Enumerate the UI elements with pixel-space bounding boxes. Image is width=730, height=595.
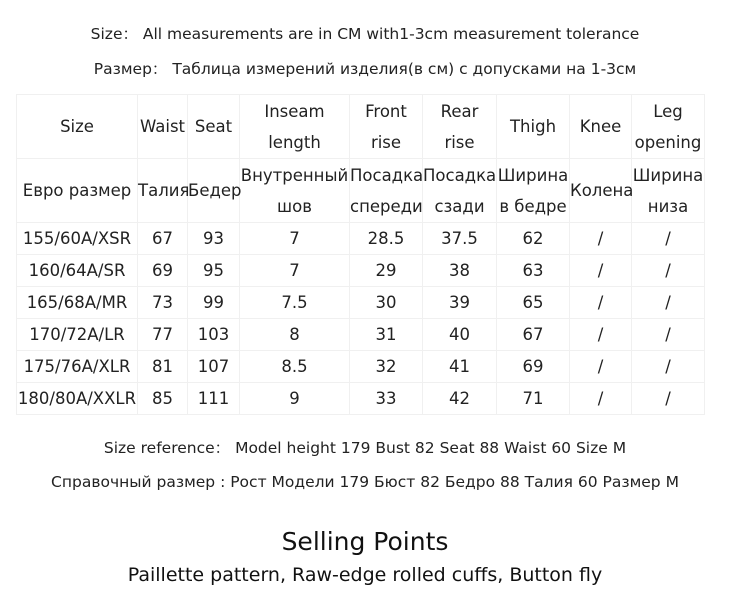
cell-size: 170/72A/LR — [17, 319, 138, 351]
cell-seat: 107 — [188, 351, 240, 383]
cell-front-rise: 32 — [350, 351, 423, 383]
cell-inseam: 8.5 — [240, 351, 350, 383]
cell-leg-opening: / — [632, 351, 705, 383]
header-ru-rear-rise: Посадка сзади — [423, 159, 497, 223]
cell-seat: 99 — [188, 287, 240, 319]
cell-inseam: 9 — [240, 383, 350, 415]
cell-size: 175/76A/XLR — [17, 351, 138, 383]
cell-size: 160/64A/SR — [17, 255, 138, 287]
cell-rear-rise: 40 — [423, 319, 497, 351]
cell-thigh: 67 — [497, 319, 570, 351]
cell-thigh: 62 — [497, 223, 570, 255]
header-ru-size: Евро размер — [17, 159, 138, 223]
selling-points-text: Paillette pattern, Raw-edge rolled cuffs, Button fly — [127, 564, 603, 586]
header-ru-knee: Колена — [570, 159, 632, 223]
size-chart-table — [16, 94, 705, 415]
cell-knee: / — [570, 383, 632, 415]
header-en-seat: Seat — [188, 95, 240, 159]
size-note-en: Size： All measurements are in CM with1-3cm measurement tolerance — [90, 25, 640, 43]
cell-rear-rise: 38 — [423, 255, 497, 287]
cell-inseam: 7.5 — [240, 287, 350, 319]
cell-size: 155/60A/XSR — [17, 223, 138, 255]
cell-thigh: 63 — [497, 255, 570, 287]
cell-front-rise: 33 — [350, 383, 423, 415]
size-note-ru: Размер： Таблица измерений изделия(в см) с допусками на 1-3см — [93, 60, 637, 78]
cell-front-rise: 29 — [350, 255, 423, 287]
table-row — [17, 319, 705, 351]
cell-thigh: 71 — [497, 383, 570, 415]
table-row — [17, 351, 705, 383]
table-row — [17, 223, 705, 255]
cell-knee: / — [570, 223, 632, 255]
header-en-knee: Knee — [570, 95, 632, 159]
header-en-waist: Waist — [138, 95, 188, 159]
cell-thigh: 65 — [497, 287, 570, 319]
cell-waist: 85 — [138, 383, 188, 415]
cell-size: 180/80A/XXLR — [17, 383, 138, 415]
header-row-en — [17, 95, 705, 159]
cell-leg-opening: / — [632, 223, 705, 255]
cell-inseam: 8 — [240, 319, 350, 351]
cell-seat: 111 — [188, 383, 240, 415]
cell-leg-opening: / — [632, 383, 705, 415]
cell-rear-rise: 39 — [423, 287, 497, 319]
cell-rear-rise: 42 — [423, 383, 497, 415]
header-en-size: Size — [17, 95, 138, 159]
cell-knee: / — [570, 351, 632, 383]
header-en-thigh: Thigh — [497, 95, 570, 159]
cell-seat: 93 — [188, 223, 240, 255]
cell-thigh: 69 — [497, 351, 570, 383]
header-en-inseam: Inseam length — [240, 95, 350, 159]
header-row-ru — [17, 159, 705, 223]
cell-leg-opening: / — [632, 255, 705, 287]
header-ru-waist: Талия — [138, 159, 188, 223]
header-ru-leg-opening: Ширина низа — [632, 159, 705, 223]
cell-size: 165/68A/MR — [17, 287, 138, 319]
header-ru-inseam: Внутренный шов — [240, 159, 350, 223]
cell-waist: 81 — [138, 351, 188, 383]
cell-inseam: 7 — [240, 255, 350, 287]
header-en-rear-rise: Rear rise — [423, 95, 497, 159]
table-row — [17, 255, 705, 287]
header-ru-seat: Бедер — [188, 159, 240, 223]
cell-leg-opening: / — [632, 287, 705, 319]
cell-knee: / — [570, 287, 632, 319]
header-en-front-rise: Front rise — [350, 95, 423, 159]
header-en-leg-opening: Leg opening — [632, 95, 705, 159]
table-row — [17, 287, 705, 319]
cell-waist: 69 — [138, 255, 188, 287]
cell-knee: / — [570, 319, 632, 351]
size-reference-en: Size reference： Model height 179 Bust 82 Seat 88 Waist 60 Size M — [103, 439, 627, 457]
cell-front-rise: 31 — [350, 319, 423, 351]
cell-seat: 95 — [188, 255, 240, 287]
cell-waist: 67 — [138, 223, 188, 255]
cell-rear-rise: 37.5 — [423, 223, 497, 255]
cell-waist: 77 — [138, 319, 188, 351]
header-ru-front-rise: Посадка спереди — [350, 159, 423, 223]
cell-front-rise: 30 — [350, 287, 423, 319]
cell-knee: / — [570, 255, 632, 287]
cell-leg-opening: / — [632, 319, 705, 351]
header-ru-thigh: Ширина в бедре — [497, 159, 570, 223]
size-reference-ru: Справочный размер : Рост Модели 179 Бюст 82 Бедро 88 Талия 60 Размер M — [51, 473, 679, 491]
cell-rear-rise: 41 — [423, 351, 497, 383]
table-row — [17, 383, 705, 415]
cell-inseam: 7 — [240, 223, 350, 255]
cell-waist: 73 — [138, 287, 188, 319]
selling-points-title: Selling Points — [281, 527, 449, 556]
cell-front-rise: 28.5 — [350, 223, 423, 255]
cell-seat: 103 — [188, 319, 240, 351]
size-chart-body — [17, 95, 705, 415]
